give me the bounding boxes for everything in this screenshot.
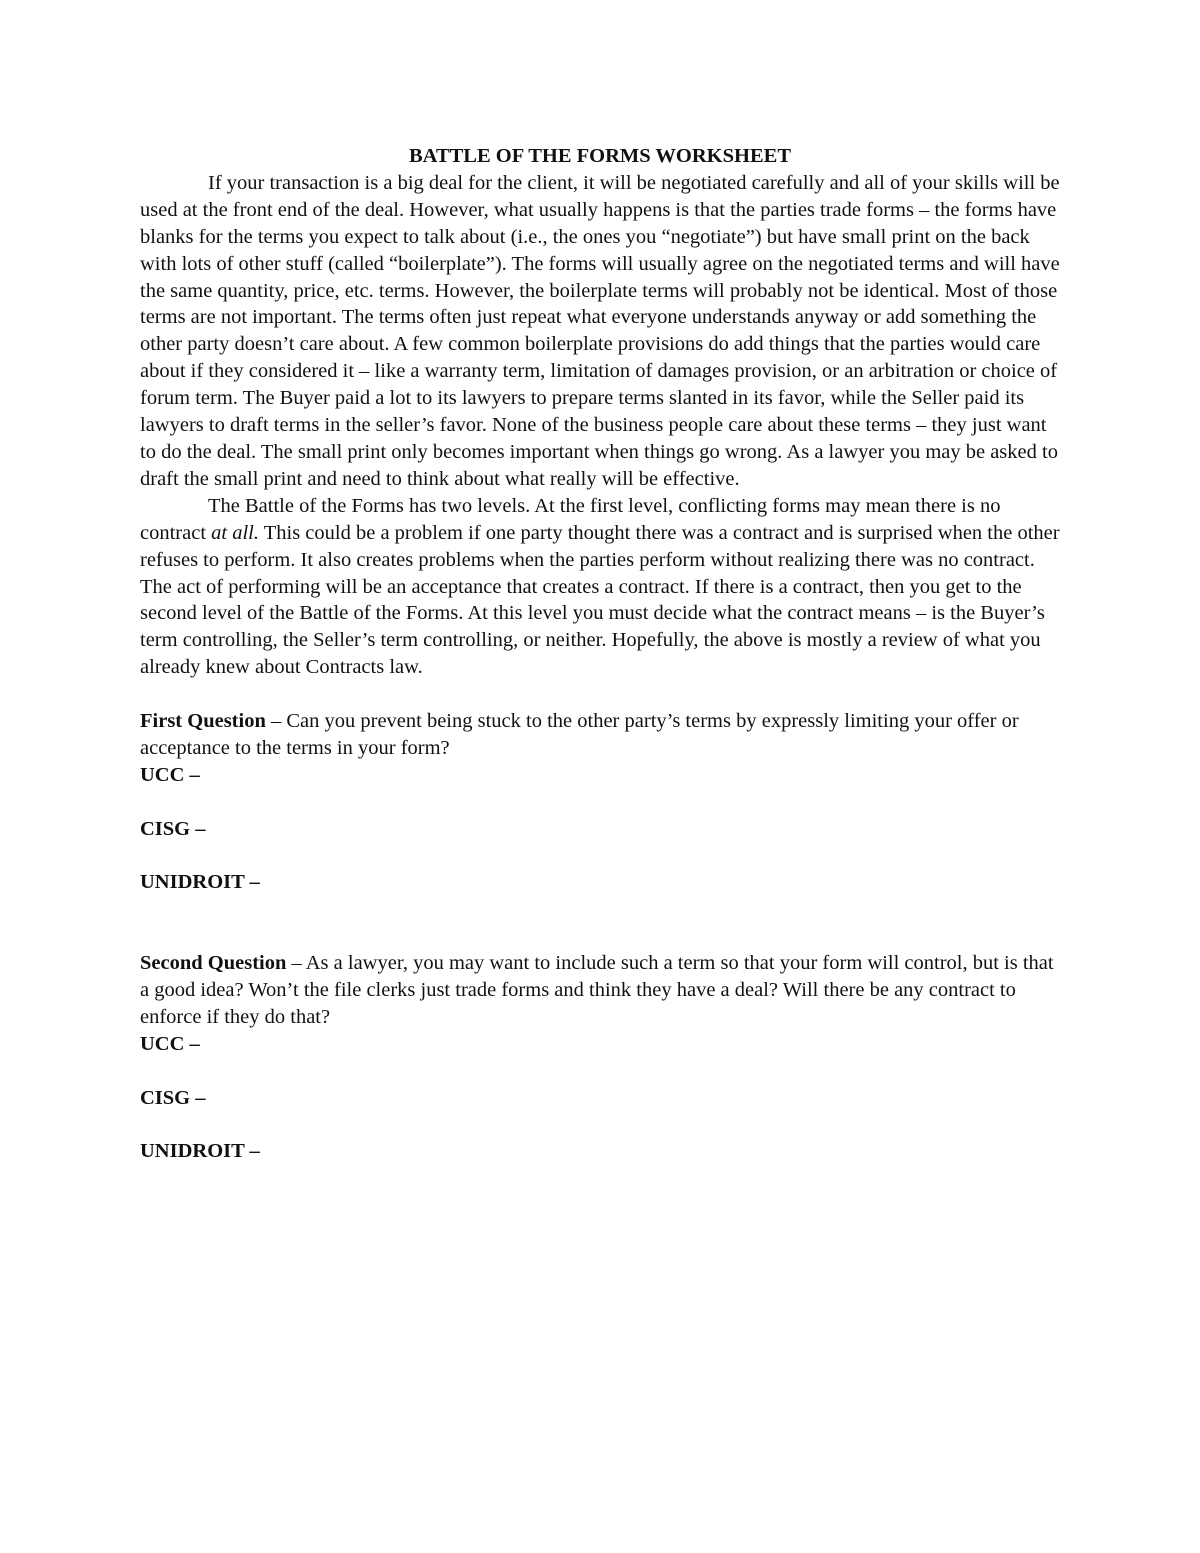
levels-paragraph	[140, 493, 1060, 681]
levels-text-end: This could be a problem if one party thought there was a contract and is surprised when the other refuses to perform. It also creates problems when the parties perform without realizing there was no contract. The act of performing will be an acceptance that creates a contract. If there is a contract, then you get to the second level of the Battle of the Forms. At this level you must decide what the contract means – is the Buyer’s term controlling, the Seller’s term controlling, or neither. Hopefully, the above is mostly a review of what you already knew about Contracts law.	[140, 521, 1060, 679]
second-question-lead: Second Question	[140, 952, 287, 975]
levels-text-italic: at all.	[211, 521, 259, 544]
first-question-text: – Can you prevent being stuck to the other party’s terms by expressly limiting your offer or acceptance to the terms in your form?	[140, 710, 1019, 759]
first-question-unidroit-label: UNIDROIT –	[140, 871, 260, 894]
second-question-text: – As a lawyer, you may want to include such a term so that your form will control, but is that a good idea? Won’t the file clerks just trade forms and think they have a deal? Will there be any contract to enforce if they do that?	[140, 952, 1054, 1028]
answer-space	[140, 789, 1060, 816]
second-question	[140, 950, 1060, 1031]
answer-space	[140, 896, 1060, 923]
answer-space	[140, 843, 1060, 870]
intro-paragraph: If your transaction is a big deal for the client, it will be negotiated carefully and all of your skills will be used at the front end of the deal. However, what usually happens is that the parties trade forms – the forms have blanks for the terms you expect to talk about (i.e., the ones you “negotiate”) but have small print on the back with lots of other stuff (called “boilerplate”). The forms will usually agree on the negotiated terms and will have the same quantity, price, etc. terms. However, the boilerplate terms will probably not be identical. Most of those terms are not important. The terms often just repeat what everyone understands anyway or add something the other party doesn’t care about. A few common boilerplate provisions do add things that the parties would care about if they considered it – like a warranty term, limitation of damages provision, or an arbitration or choice of forum term. The Buyer paid a lot to its lawyers to prepare terms slanted in its favor, while the Seller paid its lawyers to draft terms in the seller’s favor. None of the business people care about these terms – they just want to do the deal. The small print only becomes important when things go wrong. As a lawyer you may be asked to draft the small print and need to think about what really will be effective.	[140, 171, 1060, 490]
levels-text-start: The Battle of the Forms has two levels. At the first level, conflicting forms may mean there is no contract	[140, 494, 1001, 544]
first-question-cisg-label: CISG –	[140, 817, 206, 840]
first-question-ucc-label: UCC –	[140, 763, 200, 786]
second-question-ucc-label: UCC –	[140, 1032, 200, 1055]
worksheet-page	[140, 143, 1060, 1165]
answer-space	[140, 1058, 1060, 1085]
first-question	[140, 708, 1060, 762]
first-question-lead: First Question	[140, 710, 266, 733]
page-title: BATTLE OF THE FORMS WORKSHEET	[409, 145, 791, 167]
answer-space	[140, 1112, 1060, 1139]
second-question-unidroit-label: UNIDROIT –	[140, 1140, 260, 1163]
second-question-cisg-label: CISG –	[140, 1086, 206, 1109]
